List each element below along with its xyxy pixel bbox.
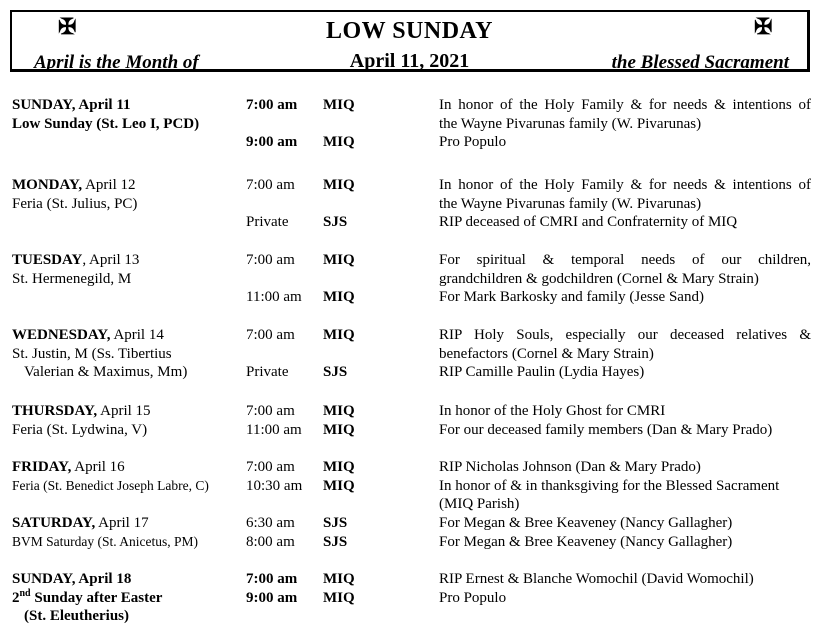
- mass-intention: Pro Populo: [439, 589, 507, 606]
- mass-time: 11:00 am: [246, 289, 302, 305]
- mass-time: Private: [246, 214, 289, 230]
- mass-location: SJS: [323, 533, 348, 550]
- feast-name: Feria (St. Julius, PC): [12, 195, 138, 212]
- mass-intention: RIP deceased of CMRI and Confraternity of MIQ: [439, 214, 738, 230]
- mass-location: SJS: [323, 515, 348, 531]
- day-block: [12, 570, 818, 626]
- mass-time: 11:00 am: [246, 421, 302, 438]
- mass-time: 7:00 am: [246, 459, 295, 475]
- mass-location: MIQ: [323, 134, 355, 150]
- mass-intention: In honor of the Holy Family & for needs & intentions of: [439, 97, 811, 113]
- mass-time: Private: [246, 364, 289, 380]
- mass-time: 7:00 am: [246, 571, 298, 587]
- day-block: [12, 402, 818, 458]
- day-name: SUNDAY, April 11: [12, 97, 131, 113]
- day-block: [12, 514, 818, 570]
- feast-name: St. Justin, M (Ss. Tibertius: [12, 345, 172, 362]
- mass-intention: RIP Holy Souls, especially our deceased relatives &: [439, 327, 811, 343]
- day-name: TUESDAY, April 13: [12, 252, 140, 268]
- mass-time: 9:00 am: [246, 134, 298, 150]
- mass-intention: For Megan & Bree Keaveney (Nancy Gallagher): [439, 533, 733, 550]
- mass-intention: In honor of the Holy Family & for needs & intentions of: [439, 177, 811, 193]
- feast-name: Low Sunday (St. Leo I, PCD): [12, 115, 200, 132]
- mass-time: 7:00 am: [246, 252, 295, 268]
- mass-location: MIQ: [323, 97, 355, 113]
- mass-intention: benefactors (Cornel & Mary Strain): [439, 345, 654, 362]
- day-name: SATURDAY, April 17: [12, 515, 149, 531]
- page-title: LOW SUNDAY: [325, 18, 494, 44]
- cross-icon: ✠: [58, 14, 77, 39]
- mass-intention: RIP Ernest & Blanche Womochil (David Womochil): [439, 571, 754, 587]
- feast-name: Feria (St. Benedict Joseph Labre, C): [12, 477, 209, 493]
- mass-time: 8:00 am: [246, 533, 295, 550]
- mass-intention: RIP Nicholas Johnson (Dan & Mary Prado): [439, 459, 701, 475]
- mass-intention: RIP Camille Paulin (Lydia Hayes): [439, 364, 645, 380]
- day-block: [12, 251, 818, 326]
- mass-time: 7:00 am: [246, 403, 295, 419]
- mass-location: SJS: [323, 364, 348, 380]
- mass-intention: For Megan & Bree Keaveney (Nancy Gallagher): [439, 515, 733, 531]
- mass-intention: (MIQ Parish): [439, 496, 520, 512]
- mass-intention: the Wayne Pivarunas family (W. Pivarunas): [439, 115, 702, 132]
- bulletin-header: [10, 10, 810, 72]
- mass-time: 7:00 am: [246, 327, 295, 343]
- month-dedication-right: the Blessed Sacrament: [611, 52, 789, 73]
- mass-time: 6:30 am: [246, 515, 295, 531]
- feast-name: BVM Saturday (St. Anicetus, PM): [12, 533, 199, 549]
- mass-intention: For our deceased family members (Dan & Mary Prado): [439, 421, 773, 438]
- mass-location: MIQ: [323, 571, 355, 587]
- feast-name: Valerian & Maximus, Mm): [24, 364, 188, 380]
- mass-intention: For Mark Barkosky and family (Jesse Sand): [439, 289, 704, 305]
- mass-time: 10:30 am: [246, 477, 303, 494]
- mass-time: 7:00 am: [246, 177, 295, 193]
- day-name: SUNDAY, April 18: [12, 571, 132, 587]
- mass-location: MIQ: [323, 403, 355, 419]
- day-name: FRIDAY, April 16: [12, 459, 125, 475]
- cross-icon: ✠: [754, 14, 773, 39]
- mass-time: 9:00 am: [246, 589, 298, 606]
- day-name: WEDNESDAY, April 14: [12, 327, 164, 343]
- mass-location: MIQ: [323, 421, 355, 438]
- mass-location: MIQ: [323, 589, 355, 606]
- mass-intention: Pro Populo: [439, 134, 507, 150]
- day-block: [12, 326, 818, 402]
- mass-location: MIQ: [323, 459, 355, 475]
- day-block: [12, 96, 818, 176]
- feast-name: St. Hermenegild, M: [12, 270, 132, 287]
- mass-location: SJS: [323, 214, 348, 230]
- mass-intention: grandchildren & godchildren (Cornel & Mary Strain): [439, 270, 759, 287]
- mass-intention: In honor of & in thanksgiving for the Blessed Sacrament: [439, 477, 780, 494]
- mass-location: MIQ: [323, 252, 355, 268]
- day-block: [12, 176, 818, 251]
- day-name: MONDAY, April 12: [12, 177, 136, 193]
- mass-location: MIQ: [323, 177, 355, 193]
- bulletin-date: April 11, 2021: [349, 50, 470, 72]
- mass-intention: For spiritual & temporal needs of our children,: [439, 252, 811, 268]
- feast-name: 2nd Sunday after Easter: [12, 587, 163, 606]
- mass-intention: the Wayne Pivarunas family (W. Pivarunas): [439, 195, 702, 212]
- day-name: THURSDAY, April 15: [12, 403, 151, 419]
- mass-intention: In honor of the Holy Ghost for CMRI: [439, 403, 666, 419]
- mass-location: MIQ: [323, 289, 355, 305]
- month-dedication-left: April is the Month of: [34, 52, 199, 73]
- mass-location: MIQ: [323, 477, 355, 494]
- day-block: [12, 458, 818, 514]
- feast-name: (St. Eleutherius): [24, 608, 129, 624]
- mass-location: MIQ: [323, 327, 355, 343]
- feast-name: Feria (St. Lydwina, V): [12, 421, 148, 438]
- mass-time: 7:00 am: [246, 97, 298, 113]
- mass-schedule: [12, 96, 818, 626]
